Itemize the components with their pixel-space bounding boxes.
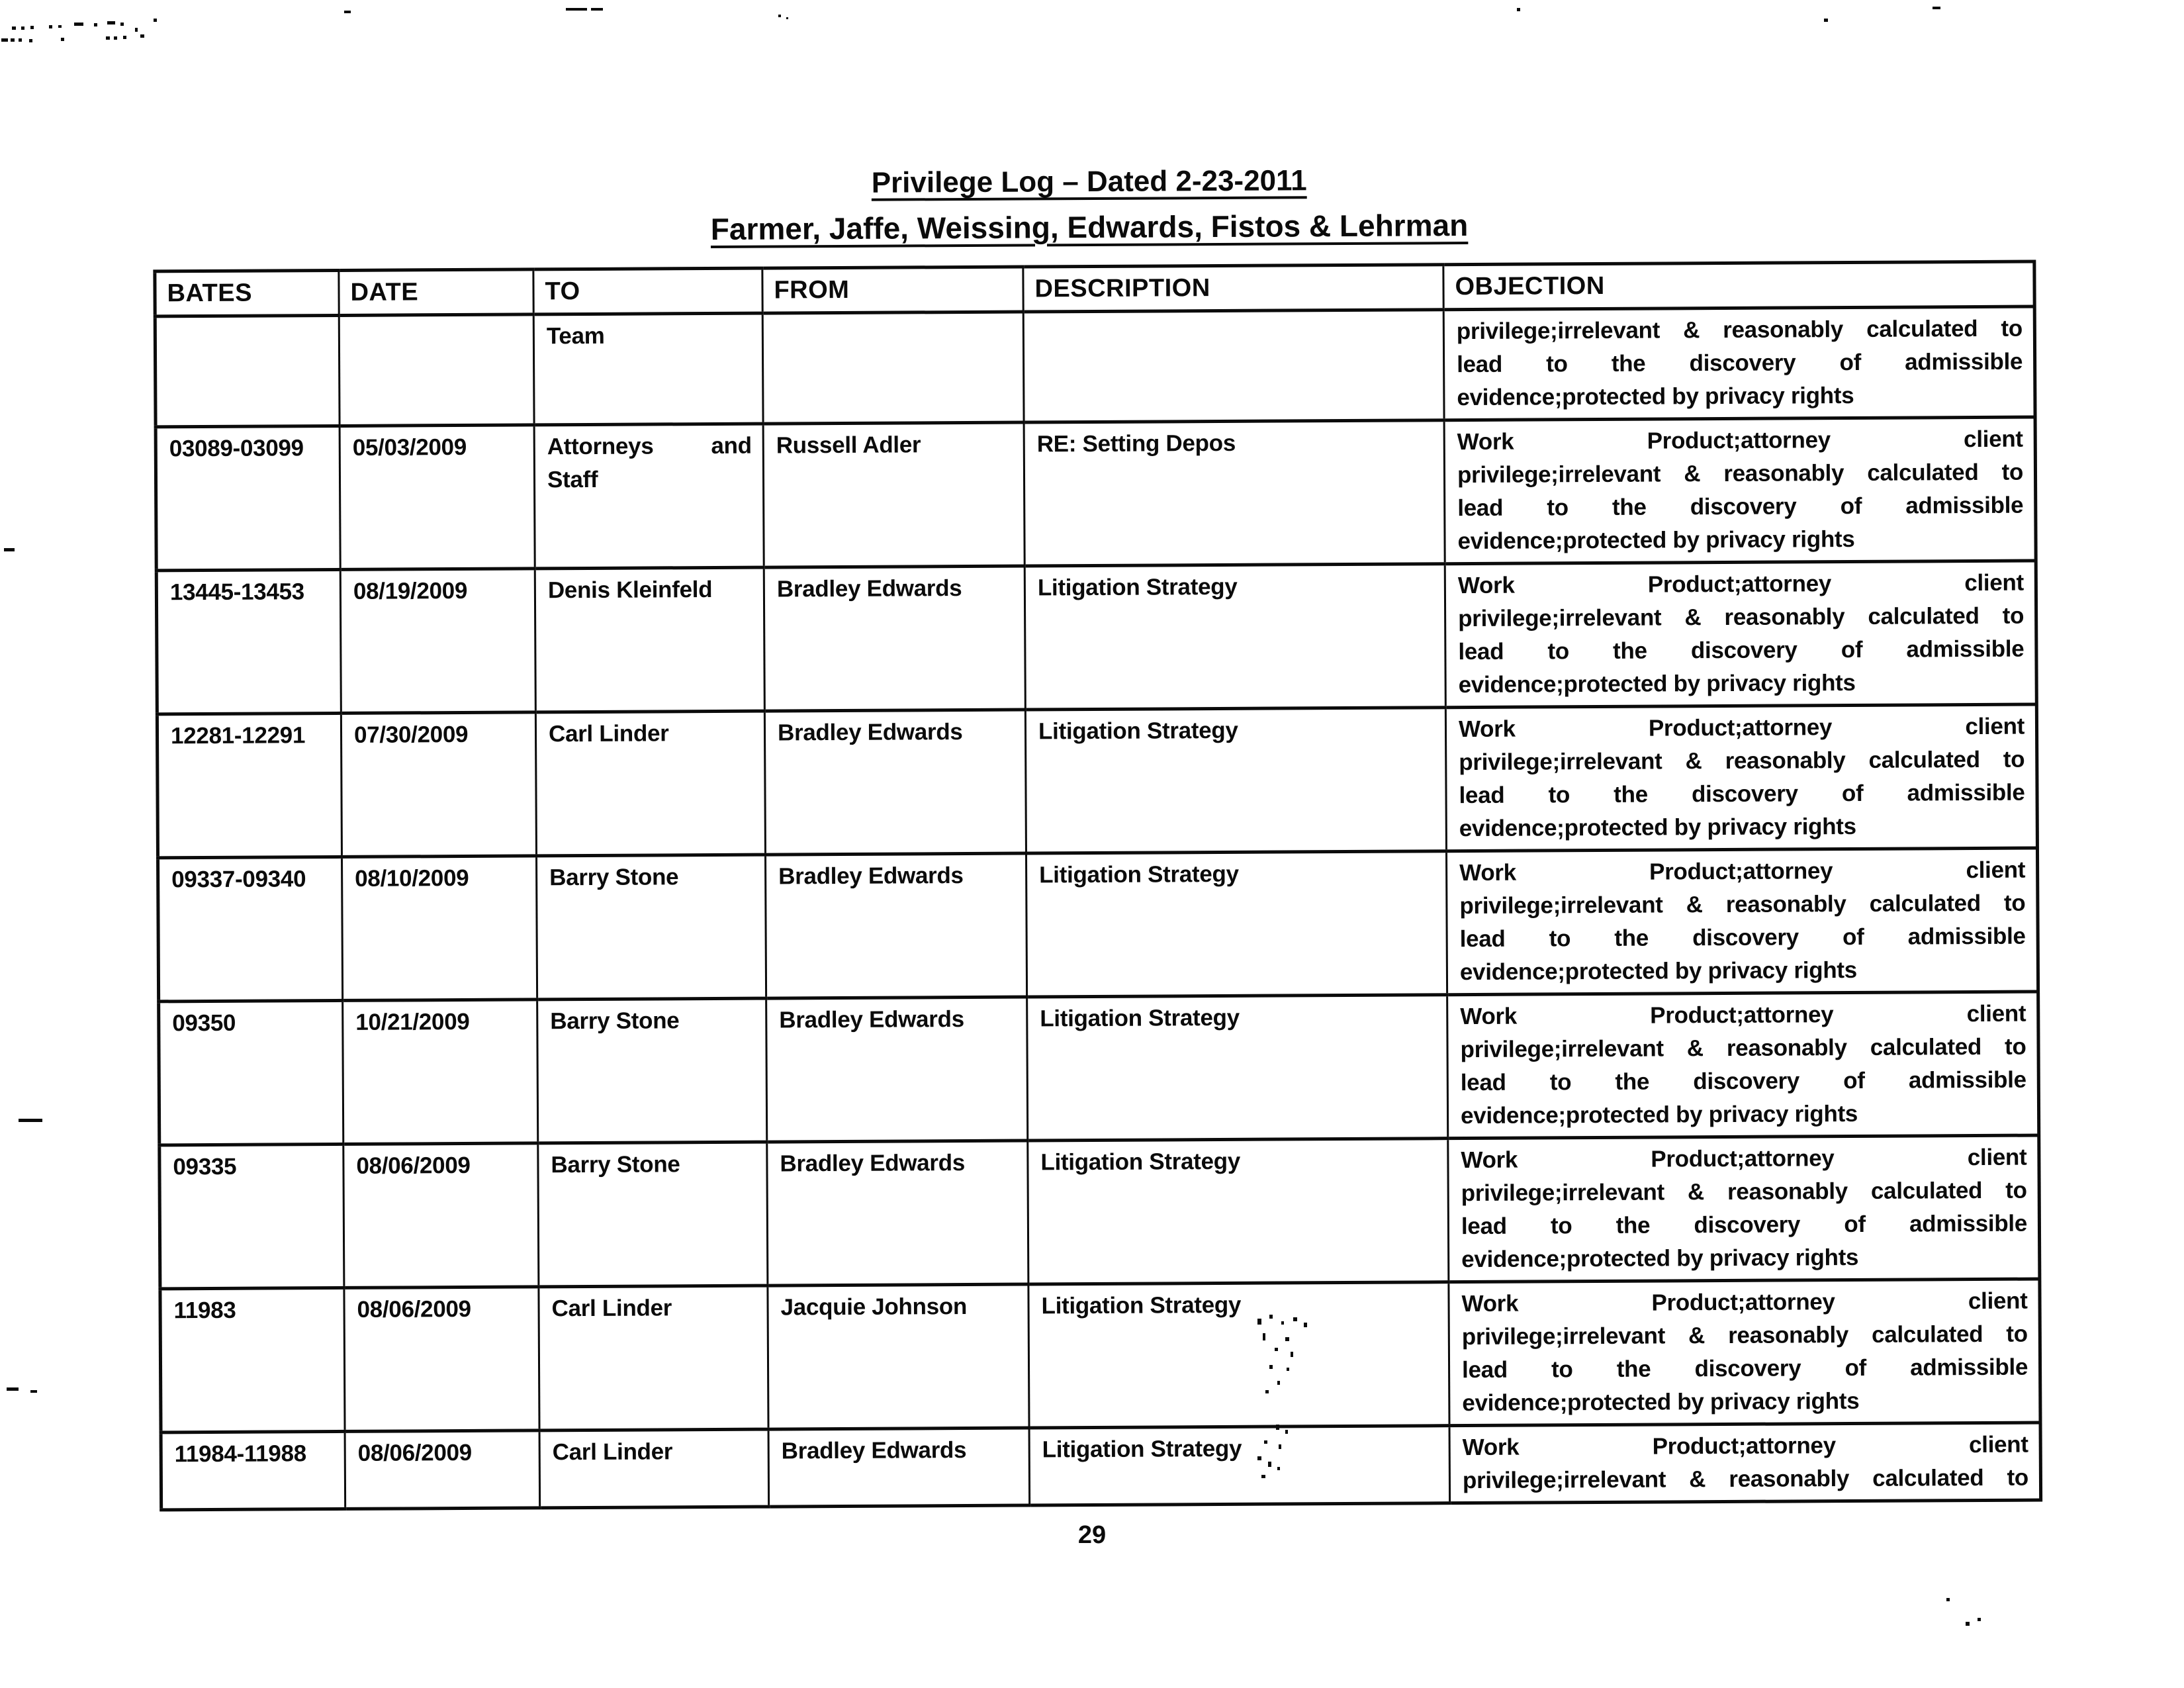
text-line: Attorneys and bbox=[547, 432, 752, 460]
cell-bates: 13445-13453 bbox=[156, 569, 341, 714]
table-row bbox=[158, 848, 2038, 1002]
table-row bbox=[156, 561, 2036, 714]
table-row bbox=[155, 306, 2035, 427]
text-line: privilege;irrelevant & reasonably calculated to bbox=[1456, 315, 2023, 345]
cell-description: Litigation Strategy bbox=[1029, 1426, 1450, 1505]
cell-bates: 09337-09340 bbox=[158, 857, 343, 1001]
cell-objection bbox=[1446, 848, 2038, 995]
cell-description: RE: Setting Depos bbox=[1024, 420, 1445, 566]
cell-bates: 09335 bbox=[159, 1144, 344, 1288]
cell-objection bbox=[1449, 1279, 2040, 1426]
col-header-date: DATE bbox=[339, 269, 533, 316]
text-line: evidence;protected by privacy rights bbox=[1457, 526, 1855, 555]
cell-from: Bradley Edwards bbox=[765, 853, 1026, 998]
cell-bates: 11984-11988 bbox=[161, 1431, 345, 1509]
cell-description: Litigation Strategy bbox=[1026, 851, 1447, 997]
col-header-to: TO bbox=[533, 268, 762, 314]
text-line: privilege;irrelevant & reasonably calculated to bbox=[1462, 1464, 2029, 1494]
cell-date: 08/10/2009 bbox=[342, 856, 537, 1001]
col-header-objection: OBJECTION bbox=[1443, 261, 2034, 310]
cell-objection bbox=[1445, 704, 2037, 851]
text-line: Work Product;attorney client bbox=[1461, 1144, 2027, 1174]
cell-objection bbox=[1447, 992, 2039, 1139]
text-line: Staff bbox=[547, 466, 598, 493]
text-line: evidence;protected by privacy rights bbox=[1458, 669, 1856, 698]
cell-date bbox=[339, 314, 534, 426]
cell-description bbox=[1023, 310, 1444, 422]
table-row bbox=[160, 1279, 2040, 1432]
cell-from: Bradley Edwards bbox=[764, 566, 1025, 711]
text-line: evidence;protected by privacy rights bbox=[1462, 1387, 1860, 1417]
cell-date: 08/06/2009 bbox=[345, 1430, 540, 1509]
cell-to bbox=[534, 424, 764, 569]
cell-objection bbox=[1443, 306, 2035, 420]
cell-from bbox=[762, 312, 1024, 424]
text-line: evidence;protected by privacy rights bbox=[1461, 1244, 1859, 1273]
text-line: Work Product;attorney client bbox=[1461, 1288, 2028, 1317]
cell-from: Bradley Edwards bbox=[766, 997, 1028, 1142]
cell-bates: 09350 bbox=[159, 1000, 343, 1145]
cell-from: Jacquie Johnson bbox=[768, 1284, 1029, 1429]
text-line: evidence;protected by privacy rights bbox=[1459, 957, 1858, 986]
text-line: Work Product;attorney client bbox=[1457, 426, 2023, 455]
text-line: privilege;irrelevant & reasonably calculated to bbox=[1457, 459, 2024, 489]
table-row bbox=[159, 992, 2039, 1145]
text-line: Work Product;attorney client bbox=[1457, 569, 2024, 599]
cell-bates: 11983 bbox=[160, 1288, 345, 1432]
text-line: lead to the discovery of admissible bbox=[1460, 1066, 2026, 1096]
cell-to: Barry Stone bbox=[536, 855, 766, 1000]
cell-date: 08/19/2009 bbox=[340, 569, 535, 714]
text-line: privilege;irrelevant & reasonably calculated to bbox=[1461, 1321, 2028, 1350]
cell-description: Litigation Strategy bbox=[1025, 708, 1446, 853]
cell-objection bbox=[1448, 1135, 2040, 1282]
cell-to: Barry Stone bbox=[538, 1142, 768, 1287]
cell-description: Litigation Strategy bbox=[1028, 1139, 1449, 1284]
table-row bbox=[159, 1135, 2040, 1289]
text-line: privilege;irrelevant & reasonably calculated to bbox=[1459, 890, 2026, 919]
text-line: evidence;protected by privacy rights bbox=[1459, 813, 1856, 842]
table-row bbox=[161, 1423, 2041, 1510]
text-line: lead to the discovery of admissible bbox=[1459, 779, 2025, 809]
text-line: Work Product;attorney client bbox=[1462, 1431, 2028, 1461]
text-line: lead to the discovery of admissible bbox=[1457, 348, 2023, 378]
text-line: lead to the discovery of admissible bbox=[1461, 1354, 2028, 1383]
cell-date: 08/06/2009 bbox=[343, 1143, 539, 1288]
cell-date: 10/21/2009 bbox=[343, 1000, 538, 1145]
text-line: privilege;irrelevant & reasonably calculated to bbox=[1459, 746, 2025, 776]
col-header-description: DESCRIPTION bbox=[1023, 265, 1443, 312]
cell-date: 07/30/2009 bbox=[341, 712, 536, 857]
cell-description: Litigation Strategy bbox=[1028, 1282, 1449, 1428]
text-line: evidence;protected by privacy rights bbox=[1457, 382, 1854, 411]
cell-bates bbox=[155, 315, 340, 426]
table-row bbox=[157, 704, 2037, 858]
cell-to: Carl Linder bbox=[535, 711, 765, 856]
text-line: privilege;irrelevant & reasonably calculated to bbox=[1461, 1177, 2027, 1207]
cell-description: Litigation Strategy bbox=[1027, 995, 1448, 1141]
cell-objection bbox=[1444, 417, 2036, 564]
privilege-log-table bbox=[153, 260, 2042, 1512]
text-line: privilege;irrelevant & reasonably calculated to bbox=[1458, 602, 2025, 632]
cell-objection bbox=[1449, 1423, 2041, 1503]
text-line: privilege;irrelevant & reasonably calculated to bbox=[1460, 1033, 2026, 1063]
document-subtitle: Farmer, Jaffe, Weissing, Edwards, Fistos & Lehrman bbox=[710, 208, 1469, 247]
cell-from: Bradley Edwards bbox=[764, 710, 1026, 855]
text-line: Work Product;attorney client bbox=[1458, 713, 2025, 743]
cell-bates: 03089-03099 bbox=[156, 426, 340, 570]
cell-description: Litigation Strategy bbox=[1024, 564, 1445, 710]
cell-bates: 12281-12291 bbox=[157, 713, 341, 857]
cell-to: Carl Linder bbox=[539, 1286, 768, 1430]
document-title-block bbox=[0, 160, 2181, 250]
table-row bbox=[156, 417, 2036, 571]
text-line: lead to the discovery of admissible bbox=[1457, 492, 2024, 522]
text-line: Work Product;attorney client bbox=[1460, 1000, 2026, 1030]
text-line: lead to the discovery of admissible bbox=[1461, 1210, 2028, 1240]
cell-objection bbox=[1445, 561, 2036, 708]
cell-from: Bradley Edwards bbox=[768, 1428, 1030, 1507]
text-line: Work Product;attorney client bbox=[1459, 857, 2026, 886]
cell-from: Bradley Edwards bbox=[767, 1141, 1028, 1286]
text-line: lead to the discovery of admissible bbox=[1458, 635, 2025, 665]
col-header-from: FROM bbox=[762, 267, 1023, 313]
col-header-bates: BATES bbox=[155, 270, 339, 316]
cell-to: Team bbox=[533, 313, 763, 425]
text-line: evidence;protected by privacy rights bbox=[1460, 1100, 1858, 1129]
cell-date: 08/06/2009 bbox=[344, 1287, 539, 1432]
cell-to: Denis Kleinfeld bbox=[535, 567, 764, 712]
cell-to: Carl Linder bbox=[539, 1429, 769, 1508]
text-line: lead to the discovery of admissible bbox=[1459, 923, 2026, 953]
cell-date: 05/03/2009 bbox=[340, 425, 535, 570]
page-number: 29 bbox=[1077, 1521, 1107, 1549]
cell-to: Barry Stone bbox=[537, 998, 767, 1143]
cell-from: Russell Adler bbox=[763, 422, 1024, 567]
document-title: Privilege Log – Dated 2-23-2011 bbox=[871, 164, 1307, 199]
